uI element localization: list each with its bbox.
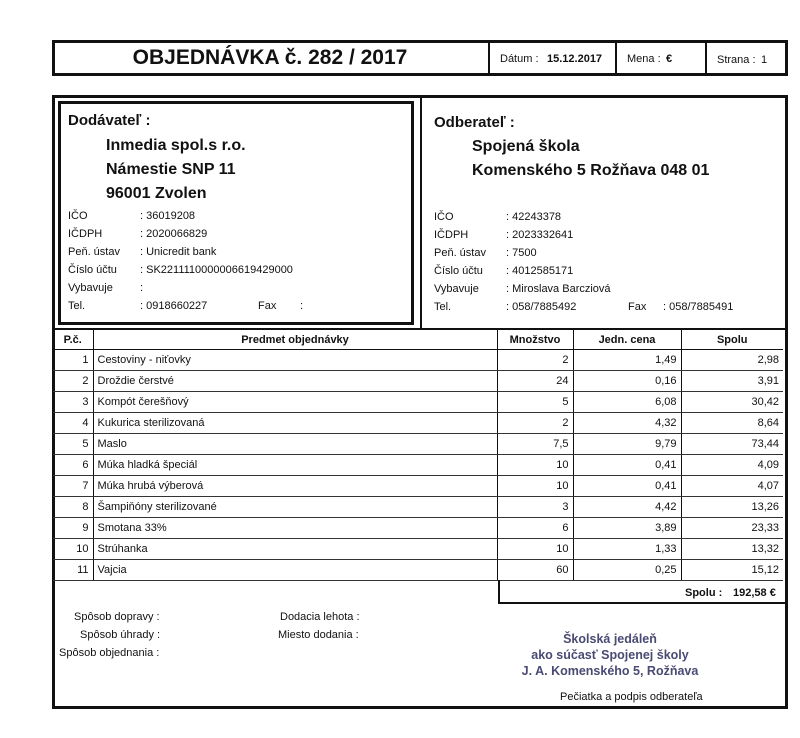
customer-tel-value: : 058/7885492 xyxy=(506,301,577,313)
row-total: 30,42 xyxy=(681,392,783,413)
customer-ico-label: IČO xyxy=(434,211,454,223)
supplier-icdph-value: : 2020066829 xyxy=(140,228,208,240)
supplier-bank-label: Peň. ústav xyxy=(68,246,120,258)
supplier-fax-value: : xyxy=(300,300,304,312)
customer-account-label: Číslo účtu xyxy=(434,265,483,277)
customer-name: Spojená škola xyxy=(472,138,580,155)
supplier-street: Námestie SNP 11 xyxy=(106,161,236,178)
row-item: Kukurica sterilizovaná xyxy=(93,413,497,434)
header-divider-2 xyxy=(615,42,617,74)
row-item: Cestoviny - niťovky xyxy=(93,350,497,371)
customer-bank-value: : 7500 xyxy=(506,247,537,259)
row-unit-price: 9,79 xyxy=(573,434,681,455)
currency-label: Mena : xyxy=(627,53,661,65)
table-row xyxy=(53,350,783,371)
ordering-method-label: Spôsob objednania : xyxy=(59,647,160,659)
customer-stamp xyxy=(495,631,725,679)
row-total: 2,98 xyxy=(681,350,783,371)
row-number: 2 xyxy=(53,371,93,392)
table-left-stub xyxy=(498,580,500,602)
table-row xyxy=(53,539,783,560)
row-unit-price: 0,41 xyxy=(573,455,681,476)
row-total: 23,33 xyxy=(681,518,783,539)
order-title: OBJEDNÁVKA č. 282 / 2017 xyxy=(132,46,408,69)
supplier-tel-value: : 0918660227 xyxy=(140,300,208,312)
row-quantity: 10 xyxy=(497,455,573,476)
total-row-line xyxy=(498,602,786,604)
row-unit-price: 4,32 xyxy=(573,413,681,434)
row-number: 6 xyxy=(53,455,93,476)
supplier-tel-label: Tel. xyxy=(68,300,86,312)
customer-ico-value: : 42243378 xyxy=(506,211,562,223)
table-row xyxy=(53,560,783,581)
table-header-row xyxy=(53,330,783,350)
row-item: Maslo xyxy=(93,434,497,455)
date-value: 15.12.2017 xyxy=(547,53,603,65)
customer-fax-label: Fax xyxy=(628,301,647,313)
row-item: Kompót čerešňový xyxy=(93,392,497,413)
customer-address: Komenského 5 Rožňava 048 01 xyxy=(472,162,710,179)
customer-heading: Odberateľ : xyxy=(434,114,515,131)
row-item: Strúhanka xyxy=(93,539,497,560)
row-total: 15,12 xyxy=(681,560,783,581)
table-row xyxy=(53,476,783,497)
items-table xyxy=(53,330,783,581)
row-quantity: 6 xyxy=(497,518,573,539)
row-number: 3 xyxy=(53,392,93,413)
total-value: 192,58 € xyxy=(733,587,776,599)
table-row xyxy=(53,413,783,434)
row-item: Múka hrubá výberová xyxy=(93,476,497,497)
row-item: Smotana 33% xyxy=(93,518,497,539)
stamp-line-2: ako súčasť Spojenej školy xyxy=(531,648,689,662)
page-value: 1 xyxy=(761,54,768,66)
row-unit-price: 0,41 xyxy=(573,476,681,497)
row-quantity: 2 xyxy=(497,413,573,434)
row-quantity: 5 xyxy=(497,392,573,413)
customer-fax-value: : 058/7885491 xyxy=(663,301,734,313)
table-row xyxy=(53,392,783,413)
supplier-ico-label: IČO xyxy=(68,210,88,222)
row-quantity: 2 xyxy=(497,350,573,371)
supplier-ico-value: : 36019208 xyxy=(140,210,196,222)
row-item: Múka hladká špeciál xyxy=(93,455,497,476)
row-unit-price: 1,33 xyxy=(573,539,681,560)
payment-method-label: Spôsob úhrady : xyxy=(80,629,161,641)
row-unit-price: 4,42 xyxy=(573,497,681,518)
row-item: Vajcia xyxy=(93,560,497,581)
col-header-quantity: Množstvo xyxy=(497,330,573,350)
row-unit-price: 3,89 xyxy=(573,518,681,539)
supplier-contact-label: Vybavuje xyxy=(68,282,113,294)
row-item: Droždie čerstvé xyxy=(93,371,497,392)
customer-contact-value: : Miroslava Barcziová xyxy=(506,283,611,295)
delivery-term-label: Dodacia lehota : xyxy=(280,611,360,623)
row-total: 8,64 xyxy=(681,413,783,434)
supplier-fax-label: Fax xyxy=(258,300,277,312)
row-quantity: 10 xyxy=(497,476,573,497)
row-number: 10 xyxy=(53,539,93,560)
row-total: 73,44 xyxy=(681,434,783,455)
customer-contact-label: Vybavuje xyxy=(434,283,479,295)
row-unit-price: 0,16 xyxy=(573,371,681,392)
col-header-unit-price: Jedn. cena xyxy=(573,330,681,350)
row-number: 9 xyxy=(53,518,93,539)
table-row xyxy=(53,371,783,392)
total-label: Spolu : xyxy=(685,587,723,599)
row-number: 11 xyxy=(53,560,93,581)
stamp-line-3: J. A. Komenského 5, Rožňava xyxy=(521,664,699,678)
signature-caption: Pečiatka a podpis odberateľa xyxy=(560,691,703,703)
row-total: 4,07 xyxy=(681,476,783,497)
page-label: Strana : xyxy=(717,54,756,66)
row-item: Šampiňóny sterilizované xyxy=(93,497,497,518)
col-header-total: Spolu xyxy=(681,330,783,350)
supplier-account-label: Číslo účtu xyxy=(68,264,117,276)
table-row xyxy=(53,455,783,476)
stamp-line-1: Školská jedáleň xyxy=(563,632,657,646)
row-number: 7 xyxy=(53,476,93,497)
date-label: Dátum : xyxy=(500,53,539,65)
row-quantity: 24 xyxy=(497,371,573,392)
row-unit-price: 0,25 xyxy=(573,560,681,581)
row-total: 13,26 xyxy=(681,497,783,518)
row-unit-price: 1,49 xyxy=(573,350,681,371)
row-quantity: 10 xyxy=(497,539,573,560)
customer-bank-label: Peň. ústav xyxy=(434,247,486,259)
customer-icdph-value: : 2023332641 xyxy=(506,229,574,241)
row-total: 3,91 xyxy=(681,371,783,392)
col-header-number: P.č. xyxy=(53,330,93,350)
row-number: 1 xyxy=(53,350,93,371)
table-row xyxy=(53,518,783,539)
customer-icdph-label: IČDPH xyxy=(434,229,469,241)
supplier-city: 96001 Zvolen xyxy=(106,185,207,202)
currency-value: € xyxy=(666,53,673,65)
row-quantity: 7,5 xyxy=(497,434,573,455)
row-unit-price: 6,08 xyxy=(573,392,681,413)
supplier-contact-value: : xyxy=(140,282,144,294)
party-divider xyxy=(420,98,422,328)
table-row xyxy=(53,497,783,518)
supplier-heading: Dodávateľ : xyxy=(68,112,151,129)
supplier-icdph-label: IČDPH xyxy=(68,228,103,240)
customer-tel-label: Tel. xyxy=(434,301,452,313)
header-divider-3 xyxy=(705,42,707,74)
header-divider-1 xyxy=(488,42,490,74)
row-total: 4,09 xyxy=(681,455,783,476)
transport-method-label: Spôsob dopravy : xyxy=(74,611,160,623)
row-number: 8 xyxy=(53,497,93,518)
row-total: 13,32 xyxy=(681,539,783,560)
row-number: 5 xyxy=(53,434,93,455)
row-number: 4 xyxy=(53,413,93,434)
supplier-bank-value: : Unicredit bank xyxy=(140,246,217,258)
row-quantity: 60 xyxy=(497,560,573,581)
supplier-account-value: : SK2211110000006619429000 xyxy=(140,264,293,276)
delivery-place-label: Miesto dodania : xyxy=(278,629,359,641)
table-row xyxy=(53,434,783,455)
col-header-item: Predmet objednávky xyxy=(93,330,497,350)
customer-account-value: : 4012585171 xyxy=(506,265,574,277)
supplier-name: Inmedia spol.s r.o. xyxy=(106,137,246,154)
row-quantity: 3 xyxy=(497,497,573,518)
